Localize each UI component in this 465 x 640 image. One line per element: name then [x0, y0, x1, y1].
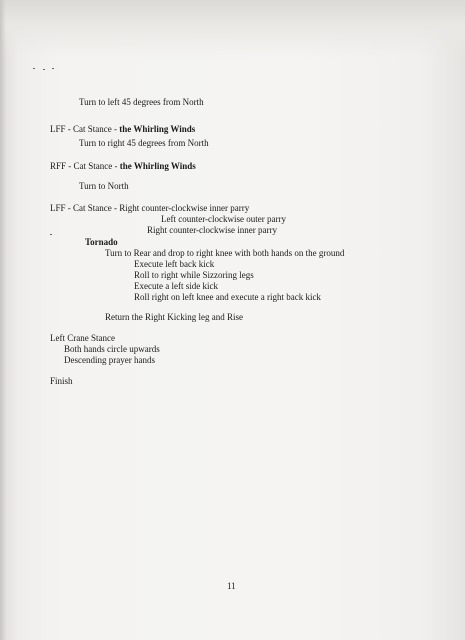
instruction-line: Roll to right while Sizzoring legs	[134, 270, 254, 280]
instruction-line: Right counter-clockwise inner parry	[147, 225, 278, 235]
scan-speck	[43, 69, 45, 70]
scan-speck	[52, 68, 54, 69]
scan-speck	[33, 68, 35, 69]
form-name: the Whirling Winds	[119, 124, 196, 134]
stance-prefix: RFF - Cat Stance -	[50, 161, 120, 171]
stance-line: Left Crane Stance	[50, 333, 115, 343]
closing-line: Finish	[50, 376, 73, 386]
instruction-line: Execute left back kick	[134, 259, 215, 269]
instruction-line: Turn to left 45 degrees from North	[79, 97, 204, 107]
scan-shadow	[0, 0, 465, 58]
stance-prefix: LFF - Cat Stance -	[50, 124, 120, 134]
page-number: 11	[227, 581, 236, 591]
scan-speck	[50, 234, 52, 235]
instruction-line: Both hands circle upwards	[64, 344, 160, 354]
instruction-line: Execute a left side kick	[134, 281, 218, 291]
instruction-line: Left counter-clockwise outer parry	[161, 214, 287, 224]
instruction-line: Roll right on left knee and execute a right back kick	[134, 292, 321, 302]
binding-edge	[0, 0, 6, 640]
form-name: the Whirling Winds	[119, 161, 196, 171]
instruction-line: Turn to North	[79, 181, 129, 191]
stance-line	[50, 124, 195, 135]
instruction-line: Turn to right 45 degrees from North	[79, 138, 209, 148]
instruction-line: Descending prayer hands	[64, 355, 155, 365]
instruction-line: LFF - Cat Stance - Right counter-clockwise inner parry	[50, 203, 250, 213]
stance-line	[50, 161, 196, 172]
instruction-line: Return the Right Kicking leg and Rise	[105, 312, 243, 322]
instruction-line: Turn to Rear and drop to right knee with both hands on the ground	[105, 248, 345, 258]
section-heading: Tornado	[85, 237, 118, 247]
